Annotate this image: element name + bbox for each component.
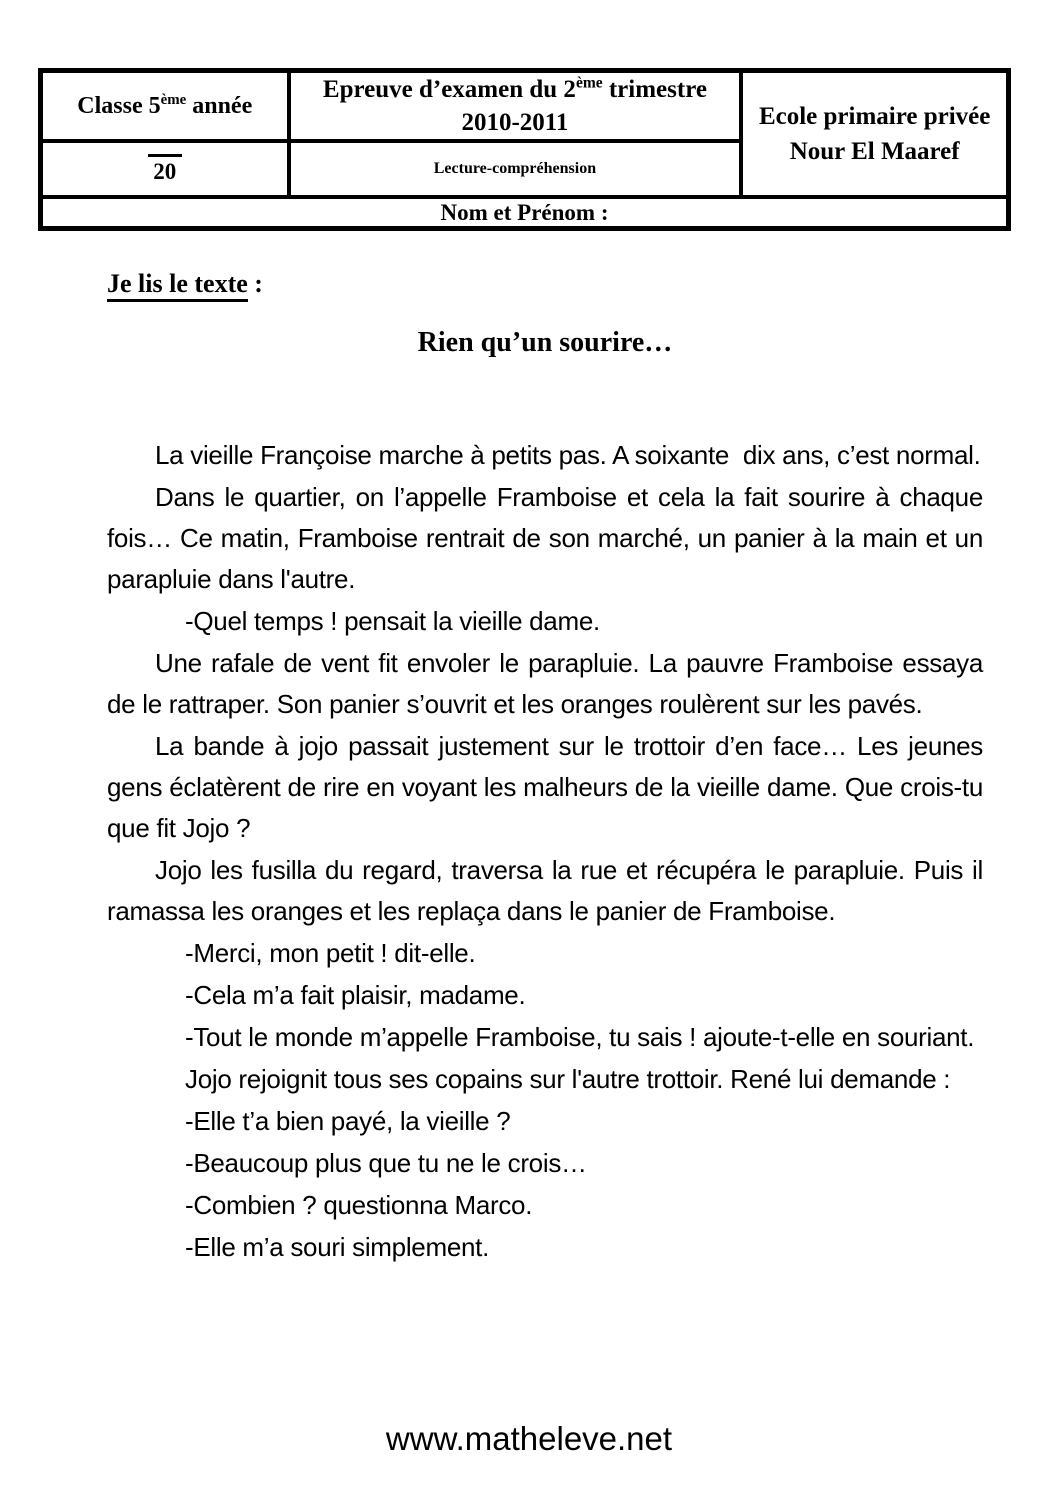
class-label-prefix: Classe 5 (77, 92, 161, 119)
dialogue-line: -Beaucoup plus que tu ne le crois… (185, 1148, 587, 1178)
class-ordinal-sup: ème (160, 91, 187, 108)
class-label-suffix: année (186, 92, 253, 119)
exam-title-suffix: trimestre (602, 76, 707, 103)
reading-passage (107, 435, 983, 1268)
score-blank-line (148, 154, 182, 157)
instruction-label: Je lis le texte (107, 269, 248, 302)
reading-instruction (107, 269, 983, 299)
exam-title-prefix: Epreuve d’examen du 2 (322, 76, 576, 103)
exam-school-year: 2010-2011 (461, 109, 569, 136)
header-row-1 (41, 71, 1009, 142)
passage-paragraph: Jojo les fusilla du regard, traversa la rue et récupéra le parapluie. Puis il ramassa les oranges et les replaça dans le panier de Framboise. (107, 855, 983, 926)
passage-paragraph: La vieille Françoise marche à petits pas. A soixante dix ans, c’est normal. (155, 440, 981, 470)
school-cell (741, 71, 1008, 198)
dialogue-line: -Tout le monde m’appelle Framboise, tu sais ! ajoute-t-elle en souriant. (185, 1022, 975, 1052)
exam-header-table (38, 68, 1011, 231)
dialogue-line: -Combien ? questionna Marco. (185, 1190, 533, 1220)
score-denominator: 20 (153, 158, 177, 184)
exam-title-cell (289, 71, 742, 142)
dialogue-line: -Quel temps ! pensait la vieille dame. (185, 606, 600, 636)
exam-ordinal-sup: ème (575, 74, 603, 92)
passage-paragraph: Jojo rejoignit tous ses copains sur l'autre trottoir. René lui demande : (185, 1064, 951, 1094)
dialogue-line: -Merci, mon petit ! dit-elle. (185, 938, 476, 968)
instruction-colon: : (247, 269, 263, 298)
dialogue-line: -Elle m’a souri simplement. (185, 1232, 489, 1262)
score-fraction (148, 154, 182, 185)
school-name-line1: Ecole primaire privée (758, 103, 991, 130)
passage-paragraph: Dans le quartier, on l’appelle Framboise et cela la fait sourire à chaque fois… Ce matin, Framboise rentrait de son marché, un panier à la main et un parapluie dans l'autre. (107, 482, 983, 594)
class-cell (41, 71, 289, 142)
dialogue-line: -Elle t’a bien payé, la vieille ? (185, 1106, 511, 1136)
score-cell (41, 141, 289, 197)
passage-title: Rien qu’un sourire… (417, 327, 673, 358)
website-url: www.matheleve.net (385, 1420, 673, 1457)
exam-title-line1 (291, 73, 740, 106)
student-name-cell: Nom et Prénom : (41, 197, 1009, 229)
passage-paragraph: La bande à jojo passait justement sur le trottoir d’en face… Les jeunes gens éclatèrent de rire en voyant les malheurs de la vieille dame. Que crois-tu que fit Jojo ? (107, 731, 983, 843)
subject-cell: Lecture-compréhension (289, 141, 742, 197)
header-row-3 (41, 197, 1009, 229)
passage-paragraph: Une rafale de vent fit envoler le parapluie. La pauvre Framboise essaya de le rattraper. Son panier s’ouvrit et les oranges roulèrent sur les pavés. (107, 648, 983, 719)
dialogue-line: -Cela m’a fait plaisir, madame. (185, 980, 526, 1010)
school-name-line2: Nour El Maaref (789, 138, 960, 165)
